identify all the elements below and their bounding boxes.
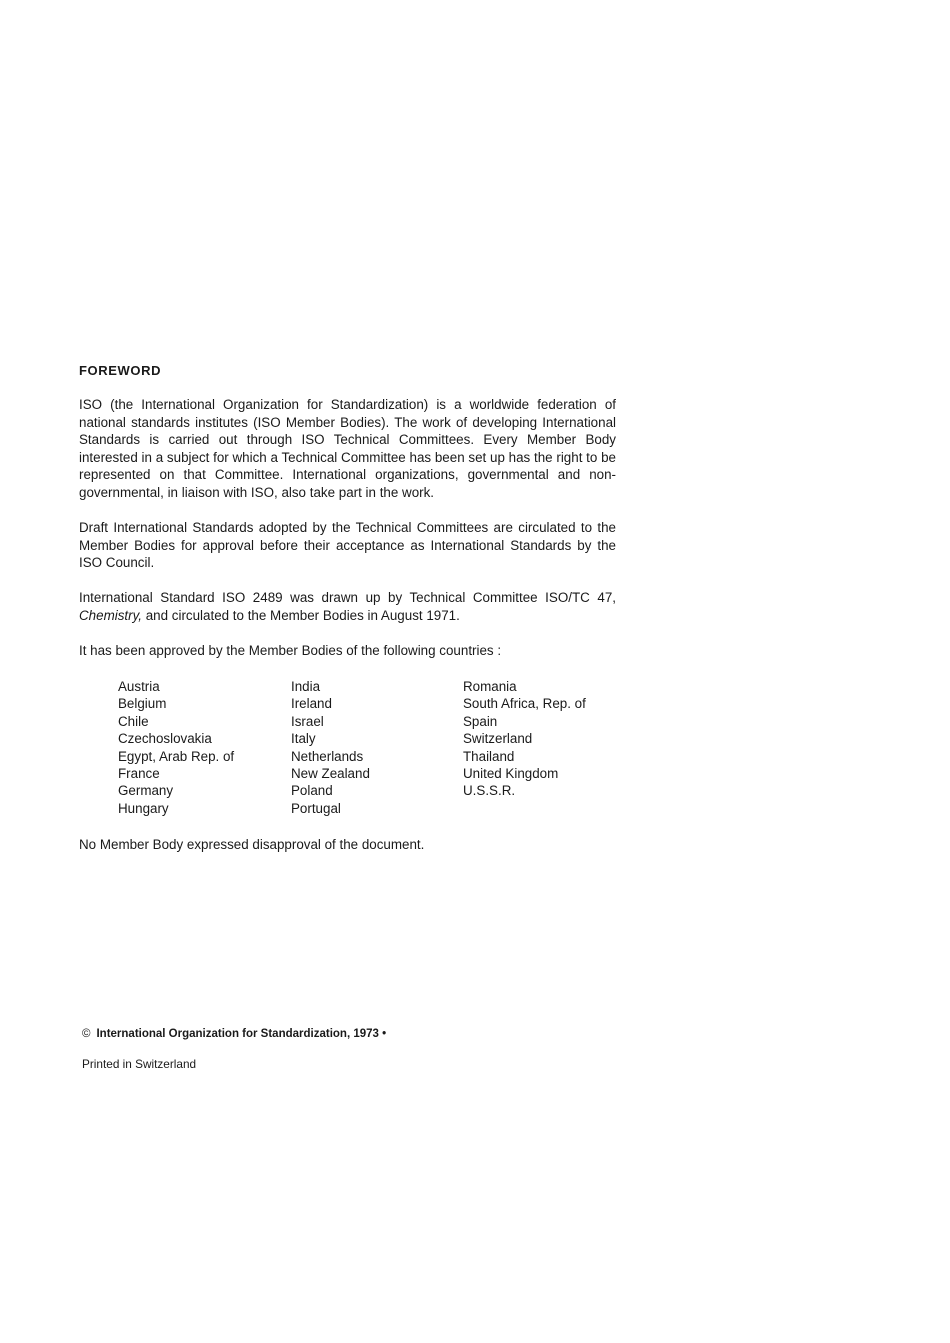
country-item: Spain [463,713,498,729]
copyright-icon: © [82,1028,91,1040]
country-item: New Zealand [291,766,370,782]
country-item: Netherlands [291,748,364,764]
country-item: Austria [118,679,160,694]
country-item: Switzerland [463,731,533,747]
country-item: Germany [118,783,174,799]
country-item: South Africa, Rep. of [463,696,586,712]
country-item: United Kingdom [463,766,559,782]
intro-paragraph: ISO (the International Organization for Standardization) is a worldwide federation of national standards institutes (ISO Member Bodies). The work of developing International Standards is carried out through ISO Technical Committees. Every Member Body interested in a subject for which a Technical Committee has been set up has the right to be represented on that Committee. International organizations, governmental and non-governmental, in liaison with ISO, also take part in the work. [79,397,616,500]
country-item: Belgium [118,696,167,712]
committee-name: Chemistry, [79,607,142,623]
countries-column-3 [463,678,586,800]
country-item: U.S.S.R. [463,783,516,799]
country-item: Italy [291,731,316,747]
country-item: Chile [118,713,149,729]
country-item: Ireland [291,696,332,712]
standard-paragraph [79,589,616,624]
country-item: Romania [463,679,517,694]
printed-notice: Printed in Switzerland [82,1057,197,1071]
copyright-notice [82,1028,386,1040]
copyright-text: International Organization for Standardization, 1973 • [96,1028,387,1040]
drafts-paragraph: Draft International Standards adopted by the Technical Committees are circulated to the Member Bodies for approval before their acceptance as International Standards by the ISO Council. [79,520,616,571]
foreword-heading: FOREWORD [79,363,162,378]
countries-column-2 [291,678,370,817]
country-item: Egypt, Arab Rep. of [118,748,235,764]
country-item: Poland [291,783,333,799]
country-item: India [291,679,321,694]
country-item: Israel [291,713,324,729]
standard-text-suffix: and circulated to the Member Bodies in August 1971. [142,607,460,623]
disapproval-paragraph: No Member Body expressed disapproval of the document. [79,837,425,852]
approval-paragraph: It has been approved by the Member Bodies of the following countries : [79,643,502,658]
country-item: Czechoslovakia [118,731,212,747]
country-item: Hungary [118,800,169,816]
country-item: France [118,766,160,782]
countries-column-1 [118,678,234,817]
standard-text-prefix: International Standard ISO 2489 was drawn up by Technical Committee ISO/TC 47, [79,590,616,605]
country-item: Thailand [463,748,515,764]
country-item: Portugal [291,800,341,816]
